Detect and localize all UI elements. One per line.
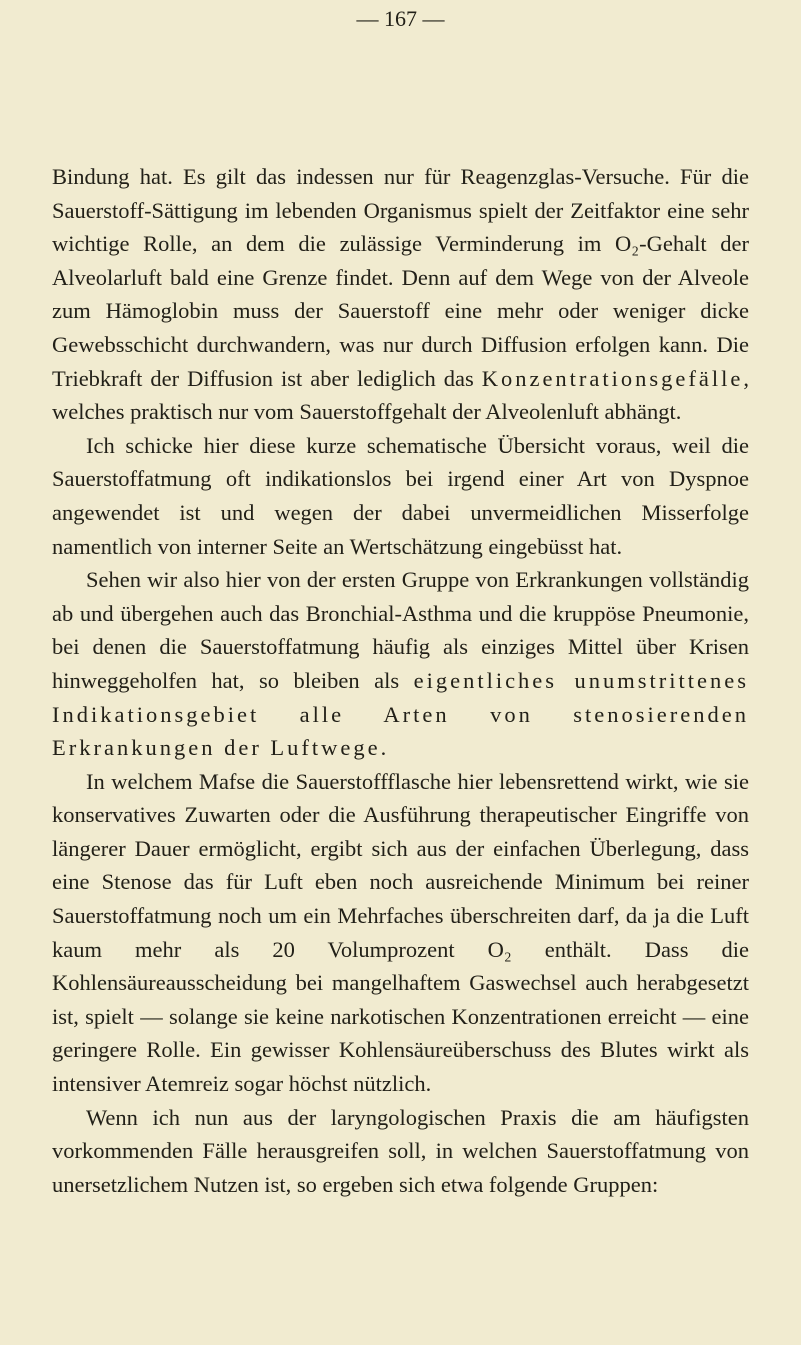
paragraph-1 [52,160,749,429]
paragraph-2: Ich schicke hier diese kurze schematische Übersicht voraus, weil die Sauerstoffatmung oft indikationslos bei irgend einer Art von Dyspnoe angewendet ist und wegen der dabei unvermeidlichen Misserfolge namentlich von interner Seite an Wertschätzung eingebüsst hat. [52,432,749,559]
paragraph-5: Wenn ich nun aus der laryngologischen Praxis die am häufigsten vorkommenden Fälle herausgreifen soll, in welchen Sauerstoffatmung von unersetzlichem Nutzen ist, so ergeben sich etwa folgende Gruppen: [52,1104,749,1197]
page-number: — 167 — [356,6,445,31]
emphasis-indikationsgebiet: eigentliches unumstrittenes Indikationsgebiet alle Arten von stenosierenden Erkrankungen der Luftwege. [52,667,749,761]
paragraph-4: In welchem Mafse die Sauerstoffflasche hier lebensrettend wirkt, wie sie konservatives Zuwarten oder die Ausführung therapeutischer Eingriffe von längerer Dauer ermöglicht, ergibt sich aus der einfachen Überlegung, dass eine Stenose das für Luft eben noch ausreichende Minimum bei reiner Sauerstoffatmung noch um ein Mehrfaches überschreiten darf, da ja die Luft kaum mehr als 20 Volumprozent O₂ enthält. Dass die Kohlensäureausscheidung bei mangelhaftem Gaswechsel auch herabgesetzt ist, spielt — solange sie keine narkotischen Konzentrationen erreicht — eine geringere Rolle. Ein gewisser Kohlensäureüberschuss des Blutes wirkt als intensiver Atemreiz sogar höchst nützlich. [52,768,749,1097]
paragraph-1-end: , welches praktisch nur vom Sauerstoffgehalt der Alveolenluft abhängt. [52,365,749,425]
paragraph-3-text: Sehen wir also hier von der ersten Gruppe von Erkrankungen vollständig ab und übergehen auch das Bronchial-Asthma und die kruppöse Pneumonie, bei denen die Sauerstoffatmung häufig als einziges Mittel über Krisen hinweggeholfen hat, so bleiben als [52,567,749,693]
paragraph-3 [52,563,749,765]
emphasis-konzentrationsgefaelle: Konzentrationsgefälle [481,365,744,391]
page-body [52,160,749,1201]
paragraph-1-text: Bindung hat. Es gilt das indessen nur für Reagenzglas-Versuche. Für die Sauerstoff-Sättigung im lebenden Organismus spielt der Zeitfaktor eine sehr wichtige Rolle, an dem die zulässige Verminderung im O₂-Gehalt der Alveolarluft bald eine Grenze findet. Denn auf dem Wege von der Alveole zum Hämoglobin muss der Sauerstoff eine mehr oder weniger dicke Gewebsschicht durchwandern, was nur durch Diffusion erfolgen kann. Die Triebkraft der Diffusion ist aber lediglich das [52,164,749,391]
